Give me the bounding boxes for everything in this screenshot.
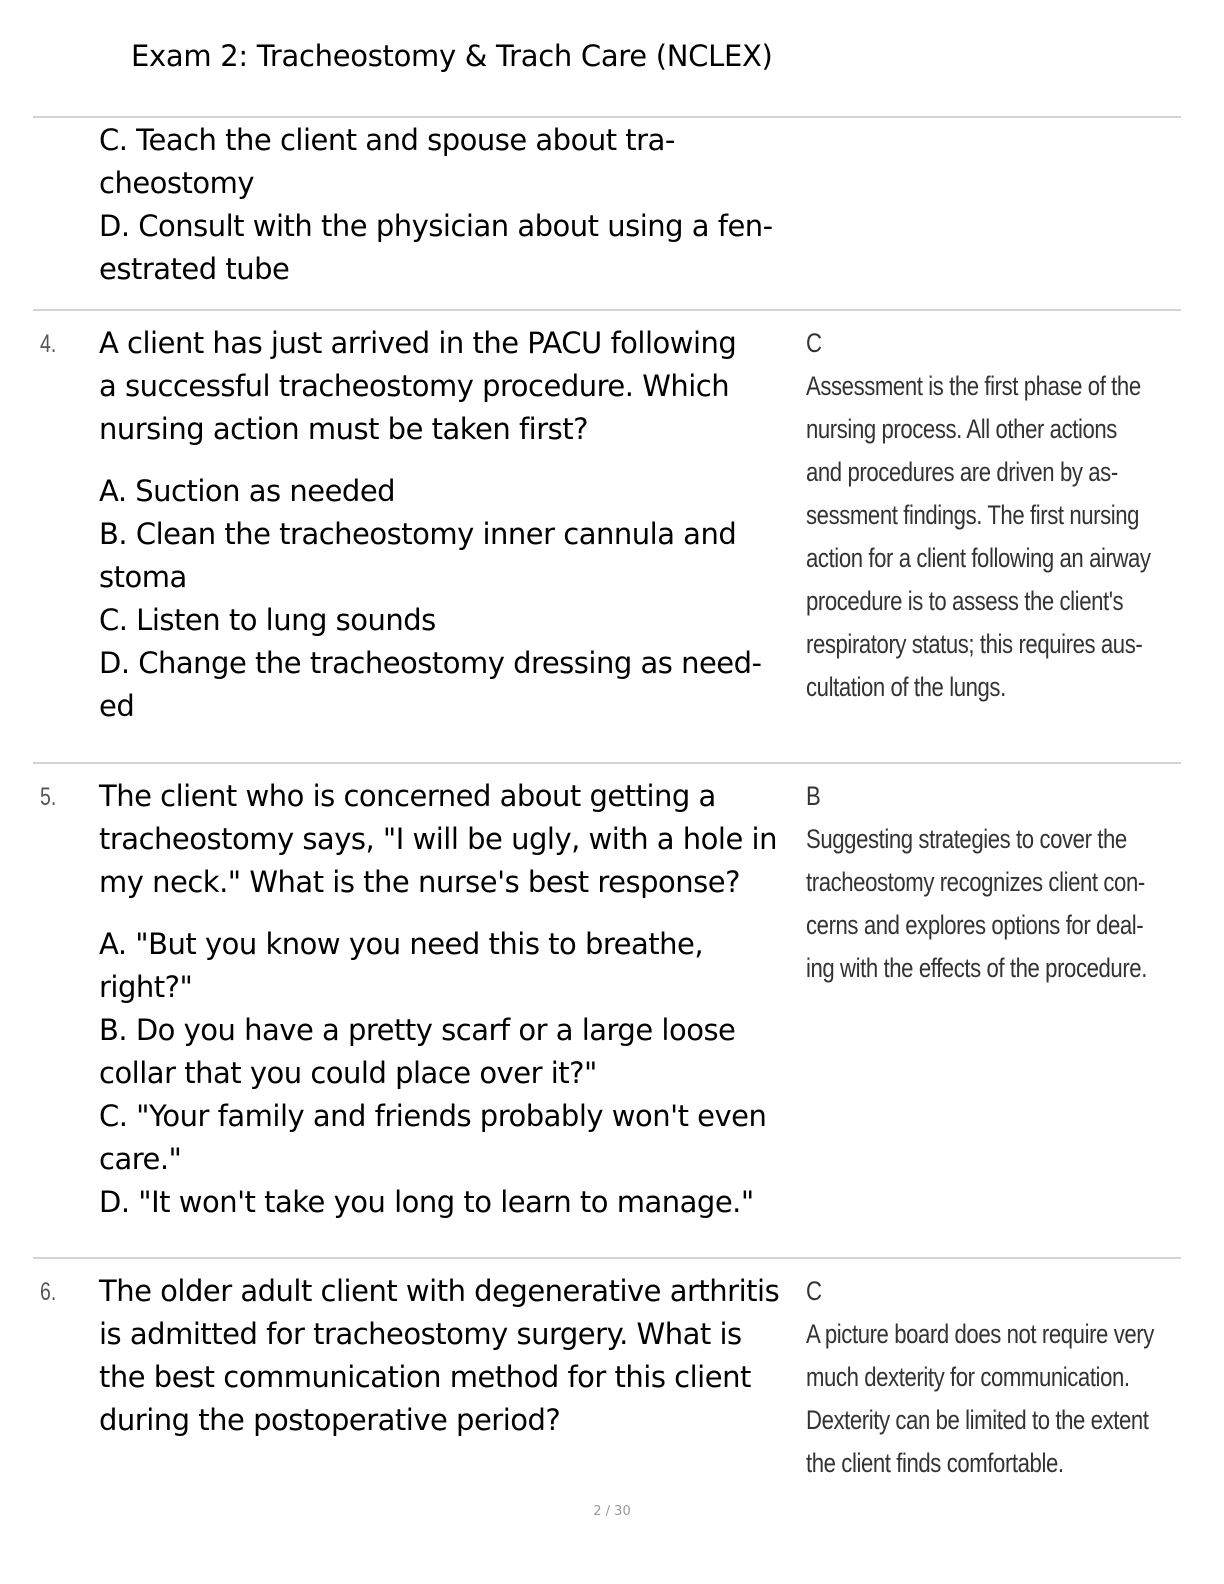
question-stem-line: the best communication method for this client <box>99 1360 751 1394</box>
rationale-line: action for a client following an airway <box>806 543 1151 573</box>
option-line: right?" <box>99 970 193 1004</box>
option-line: collar that you could place over it?" <box>99 1056 597 1090</box>
answer-rationale <box>806 1270 1159 1485</box>
option-line: cheostomy <box>99 166 255 200</box>
rationale-line: respiratory status; this requires aus- <box>806 629 1143 659</box>
option-line: stoma <box>99 560 187 594</box>
option-line: D. "It won't take you long to learn to manage." <box>99 1185 754 1219</box>
answer-letter: C <box>806 1276 822 1306</box>
answer-letter: C <box>806 328 822 358</box>
option-line: C. Listen to lung sounds <box>99 603 436 637</box>
question-stem-line: A client has just arrived in the PACU following <box>99 326 737 360</box>
answer-letter: B <box>806 781 821 811</box>
rationale-line: sessment findings. The first nursing <box>806 500 1140 530</box>
rationale-line: tracheostomy recognizes client con- <box>806 867 1145 897</box>
question-stem-line: tracheostomy says, "I will be ugly, with a hole in <box>99 822 777 856</box>
question-stem-line: nursing action must be taken first? <box>99 412 589 446</box>
question-text <box>99 322 804 728</box>
divider <box>33 1257 1181 1259</box>
question-stem-line: The client who is concerned about getting a <box>99 779 716 813</box>
question-stem-line: during the postoperative period? <box>99 1403 561 1437</box>
option-line: D. Consult with the physician about using a fen- <box>99 209 773 243</box>
option-line: C. Teach the client and spouse about tra- <box>99 123 675 157</box>
option-line: B. Do you have a pretty scarf or a large loose <box>99 1013 736 1047</box>
option-line: C. "Your family and friends probably won't even <box>99 1099 767 1133</box>
rationale-line: Assessment is the first phase of the <box>806 371 1141 401</box>
answer-rationale <box>806 775 1159 990</box>
answer-options <box>99 923 804 1224</box>
rationale-line: procedure is to assess the client's <box>806 586 1124 616</box>
divider <box>33 116 1181 118</box>
answer-options <box>99 470 804 728</box>
option-line: ed <box>99 689 135 723</box>
option-line: A. Suction as needed <box>99 474 396 508</box>
rationale-line: cultation of the lungs. <box>806 672 1006 702</box>
rationale-line: nursing process. All other actions <box>806 414 1117 444</box>
rationale-line: A picture board does not require very <box>806 1319 1154 1349</box>
question-number: 6. <box>40 1278 57 1306</box>
rationale-line: ing with the effects of the procedure. <box>806 953 1147 983</box>
question-stem-line: is admitted for tracheostomy surgery. What is <box>99 1317 742 1351</box>
divider <box>33 309 1181 311</box>
question-number: 4. <box>40 330 57 358</box>
divider <box>33 762 1181 764</box>
option-line: A. "But you know you need this to breathe, <box>99 927 704 961</box>
page-title: Exam 2: Tracheostomy & Trach Care (NCLEX) <box>131 39 773 73</box>
option-line: B. Clean the tracheostomy inner cannula and <box>99 517 737 551</box>
option-line: estrated tube <box>99 252 290 286</box>
question-stem-line: a successful tracheostomy procedure. Which <box>99 369 730 403</box>
question-stem-line: The older adult client with degenerative arthritis <box>99 1274 780 1308</box>
rationale-line: the client finds comfortable. <box>806 1448 1064 1478</box>
continued-options <box>99 119 804 291</box>
question-text <box>99 775 804 1224</box>
question-stem-line: my neck." What is the nurse's best response? <box>99 865 740 899</box>
rationale-line: cerns and explores options for deal- <box>806 910 1144 940</box>
question-number: 5. <box>40 783 57 811</box>
rationale-line: Suggesting strategies to cover the <box>806 824 1127 854</box>
rationale-line: Dexterity can be limited to the extent <box>806 1405 1149 1435</box>
rationale-line: much dexterity for communication. <box>806 1362 1130 1392</box>
option-line: D. Change the tracheostomy dressing as need- <box>99 646 762 680</box>
rationale-line: and procedures are driven by as- <box>806 457 1118 487</box>
answer-rationale <box>806 322 1159 709</box>
page-indicator: 2 / 30 <box>593 1504 631 1519</box>
question-text <box>99 1270 804 1442</box>
option-line: care." <box>99 1142 182 1176</box>
